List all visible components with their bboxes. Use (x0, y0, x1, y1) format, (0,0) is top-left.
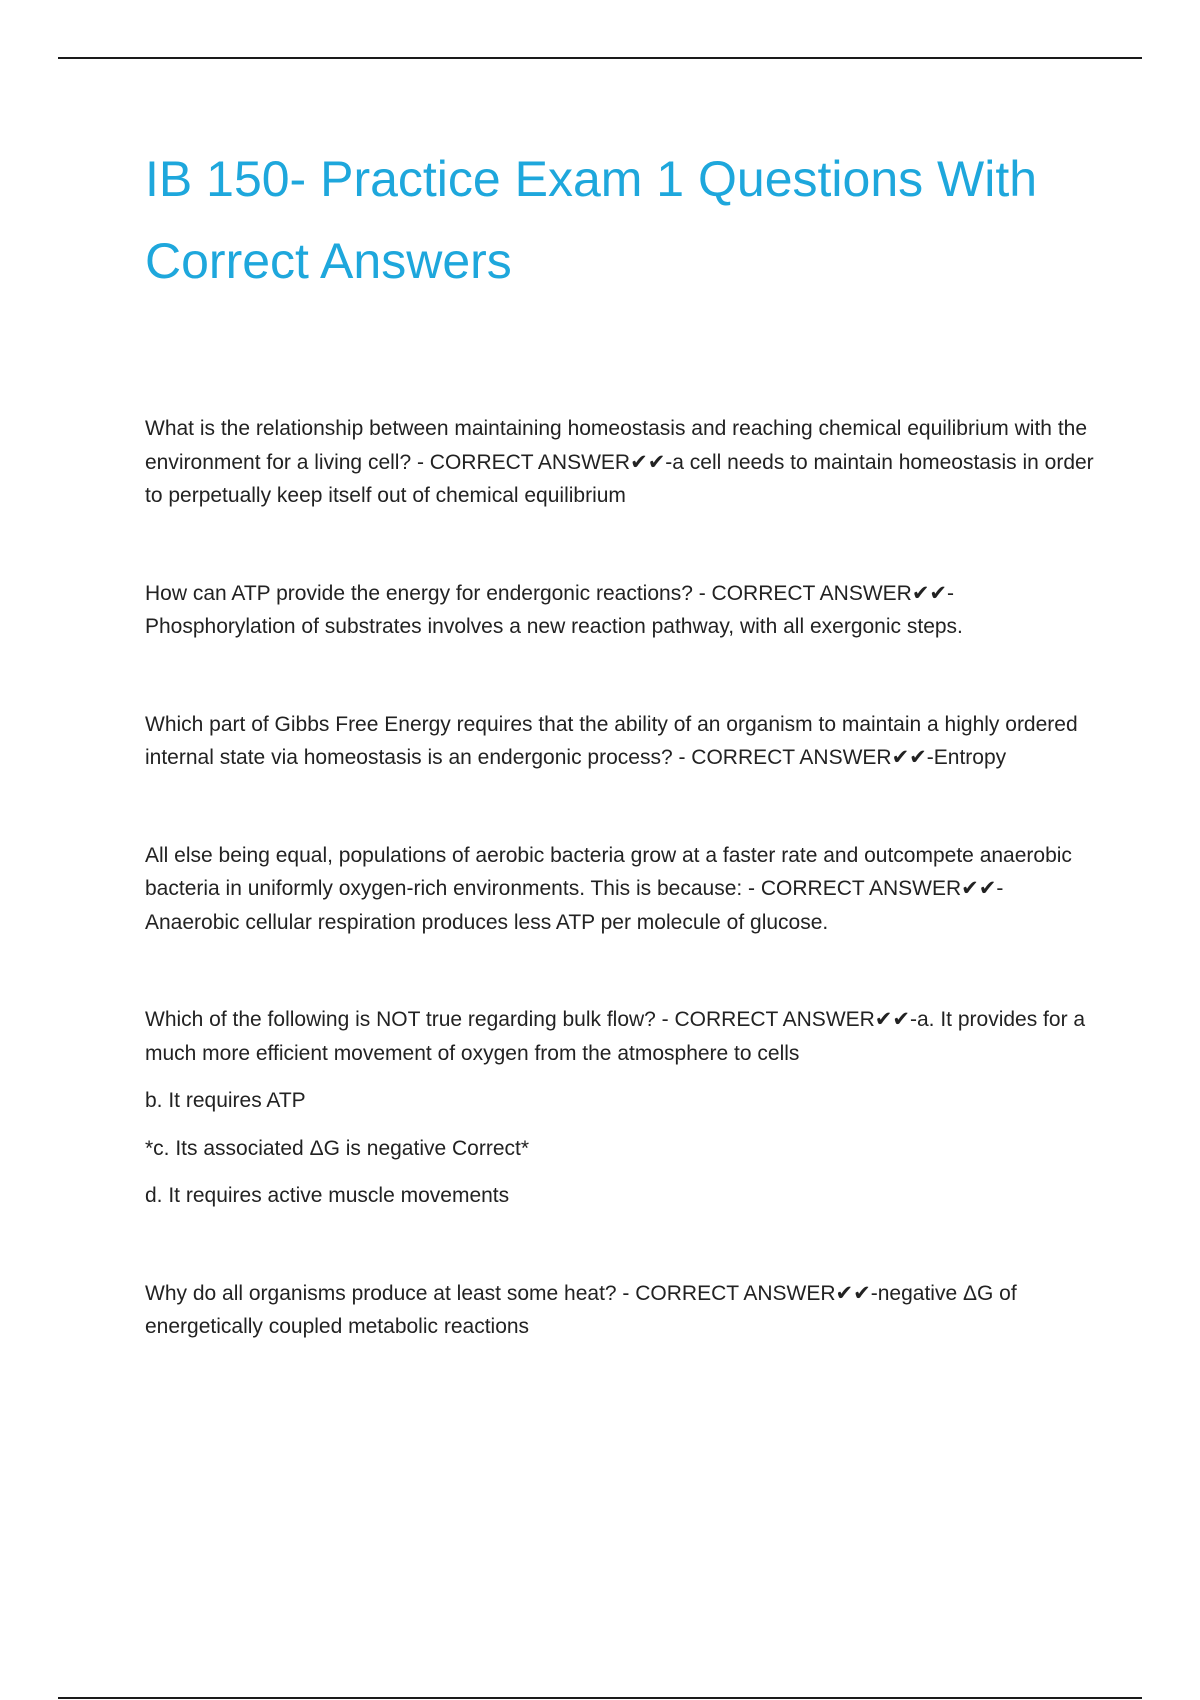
top-rule (58, 57, 1142, 59)
question-list (145, 412, 1095, 1344)
answer-option-b: b. It requires ATP (145, 1089, 306, 1112)
question-answer-4: All else being equal, populations of aerobic bacteria grow at a faster rate and outcompete anaerobic bacteria in uniformly oxygen-rich environments. This is because: - CORRECT ANSWER✔✔-Anaerobic cellular respiration produces less ATP per molecule of glucose. (145, 843, 1072, 934)
question-answer-3: Which part of Gibbs Free Energy requires that the ability of an organism to maintain a highly ordered internal state via homeostasis is an endergonic process? - CORRECT ANSWER✔✔-Entropy (145, 712, 1078, 769)
question-answer-5: Which of the following is NOT true regarding bulk flow? - CORRECT ANSWER✔✔-a. It provides for a much more efficient movement of oxygen from the atmosphere to cells (145, 1008, 1086, 1065)
question-answer-1: What is the relationship between maintaining homeostasis and reaching chemical equilibrium with the environment for a living cell? - CORRECT ANSWER✔✔-a cell needs to maintain homeostasis in order to perpetually keep itself out of chemical equilibrium (145, 417, 1094, 507)
question-answer-2: How can ATP provide the energy for endergonic reactions? - CORRECT ANSWER✔✔-Phosphorylation of substrates involves a new reaction pathway, with all exergonic steps. (145, 581, 963, 638)
bottom-rule (58, 1697, 1142, 1699)
answer-option-d: d. It requires active muscle movements (145, 1184, 510, 1207)
answer-option-c: *c. Its associated ΔG is negative Correct* (145, 1136, 530, 1160)
document-title: IB 150- Practice Exam 1 Questions With Correct Answers (145, 151, 1038, 289)
question-answer-6: Why do all organisms produce at least some heat? - CORRECT ANSWER✔✔-negative ΔG of energetically coupled metabolic reactions (145, 1281, 1017, 1338)
